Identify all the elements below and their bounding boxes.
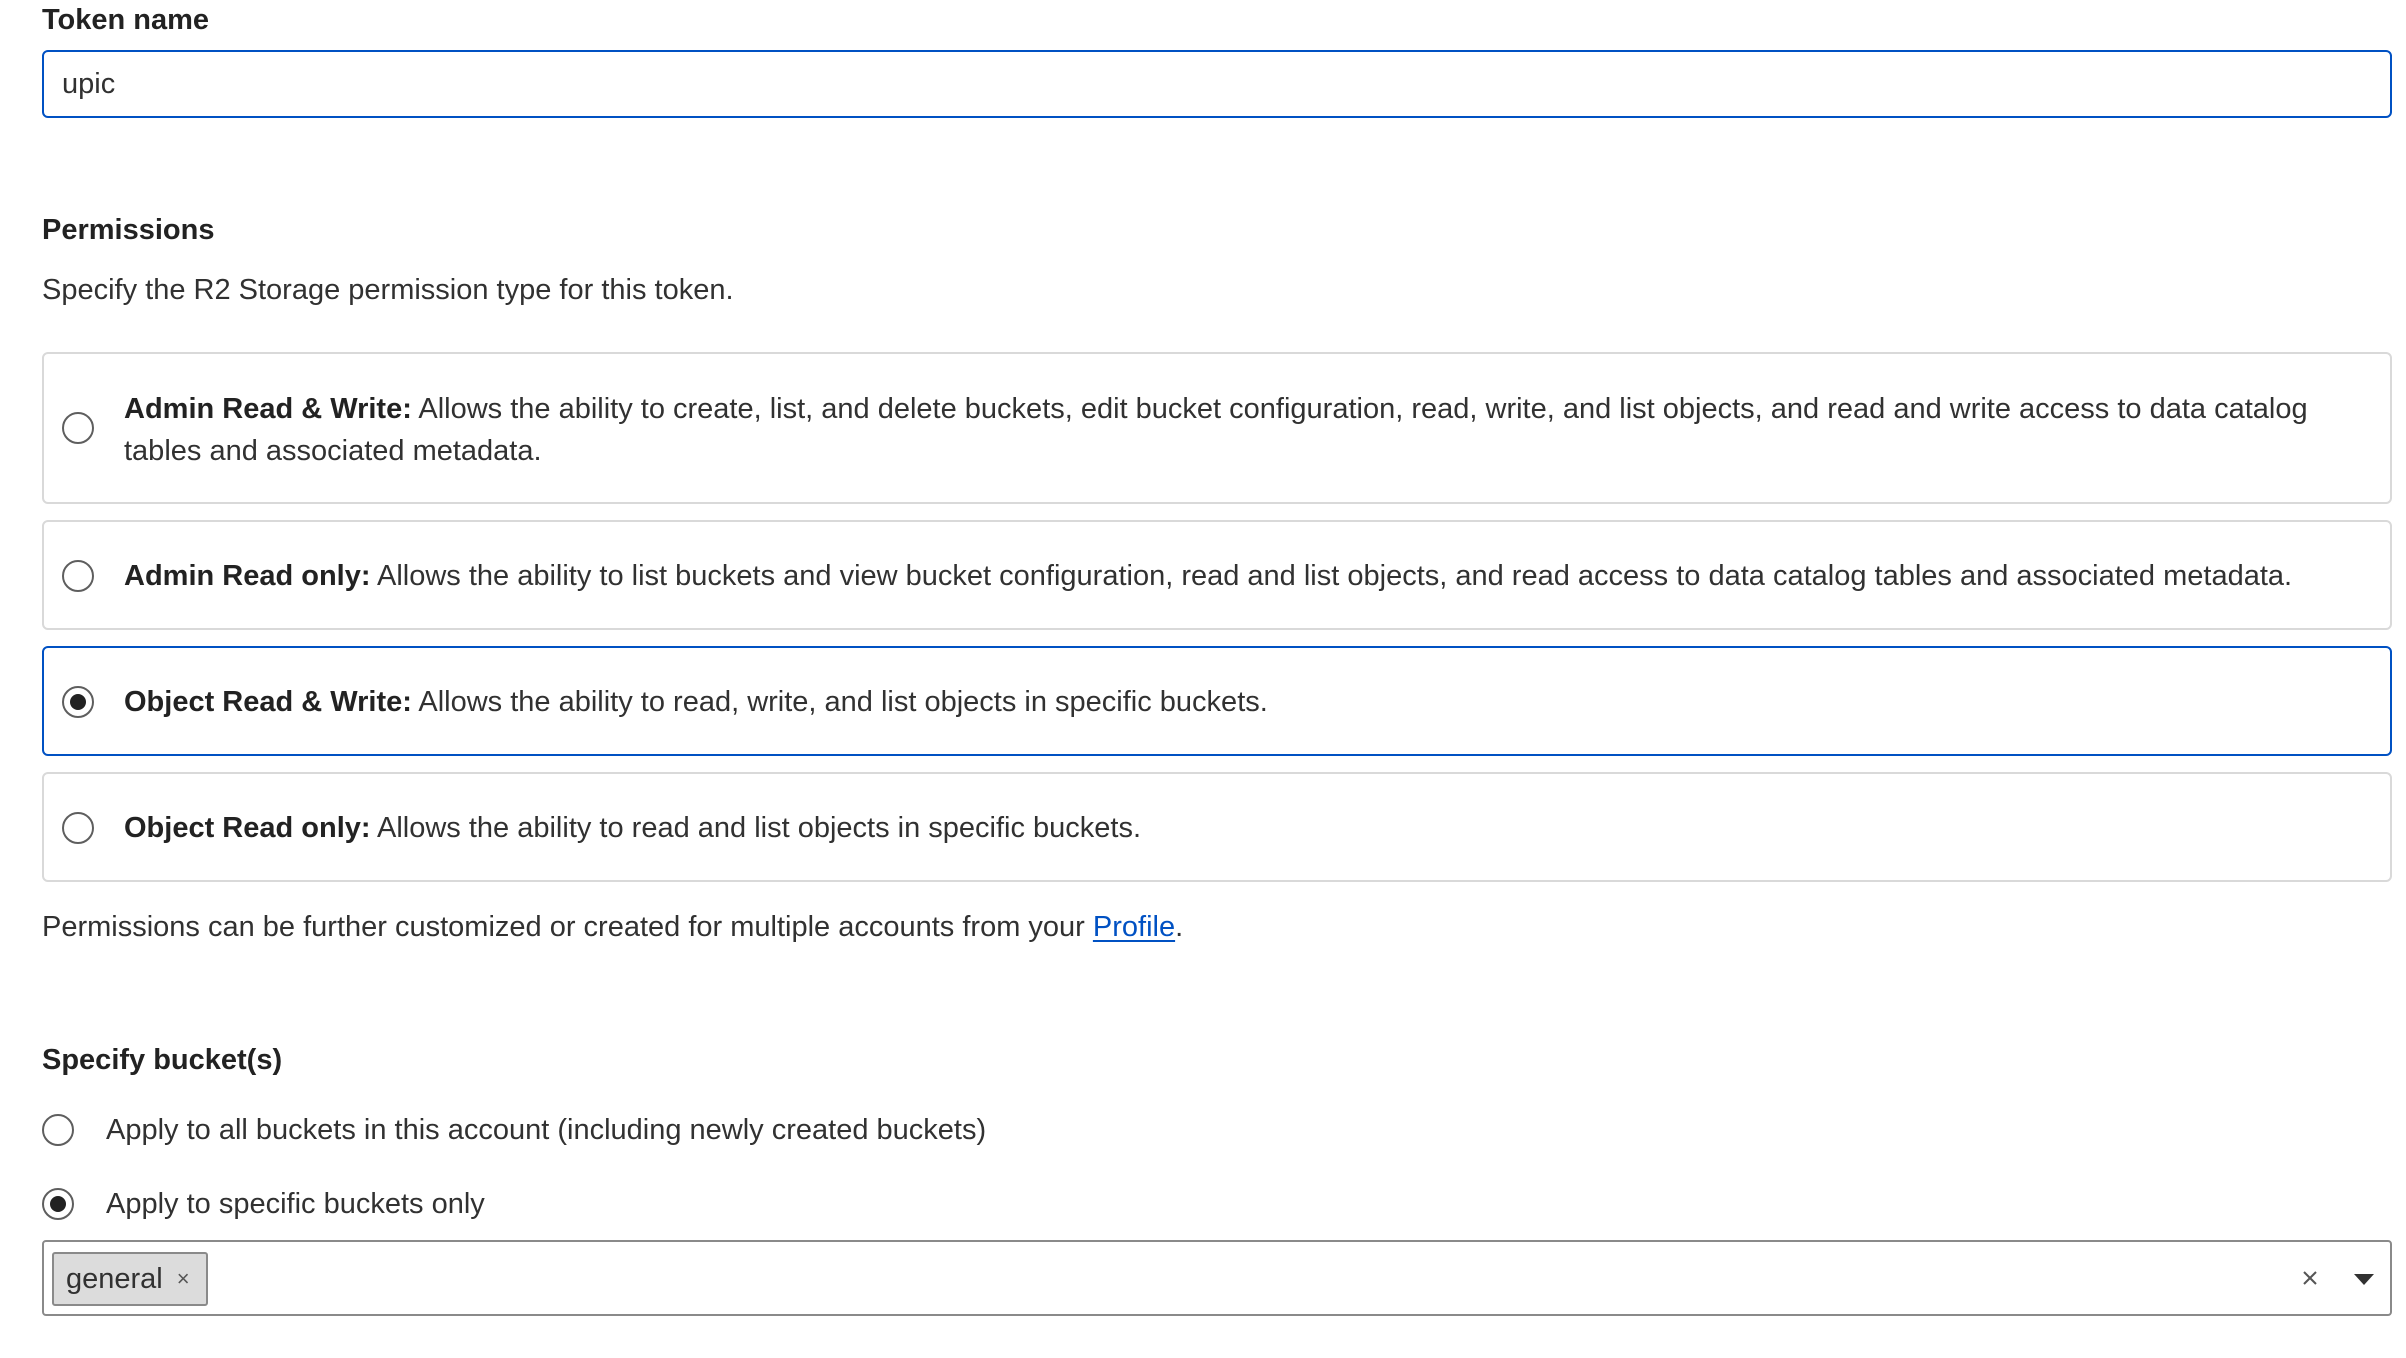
permission-option-description: Allows the ability to read, write, and list objects in specific buckets. — [411, 686, 1268, 718]
permission-option-title: Object Read & Write: — [124, 686, 412, 718]
specify-buckets-heading: Specify bucket(s) — [42, 1044, 283, 1076]
bucket-tag-label: general — [66, 1262, 163, 1295]
permission-option-object-read-only[interactable] — [42, 772, 2392, 882]
bucket-radio-all[interactable] — [42, 1114, 74, 1146]
bucket-radio-specific[interactable] — [42, 1188, 74, 1220]
permission-option-description: Allows the ability to list buckets and view bucket configuration, read and list objects, and read access to data catalog tables and associated metadata. — [370, 560, 2293, 592]
permission-option-object-read-write[interactable] — [42, 646, 2392, 756]
token-name-label: Token name — [42, 4, 210, 36]
permission-option-admin-read-write[interactable] — [42, 352, 2392, 504]
footnote-text: Permissions can be further customized or created for multiple accounts from your — [42, 911, 1093, 943]
close-icon[interactable] — [2296, 1264, 2324, 1292]
permission-option-title: Admin Read & Write: — [124, 393, 412, 425]
permissions-description: Specify the R2 Storage permission type for this token. — [42, 274, 734, 306]
permission-option-description: Allows the ability to read and list objects in specific buckets. — [370, 812, 1142, 844]
permission-option-title: Admin Read only: — [124, 560, 371, 592]
token-name-input[interactable] — [42, 50, 2392, 118]
permission-option-text — [124, 555, 2350, 597]
permission-radio-object-read-write[interactable] — [62, 686, 94, 718]
permission-radio-admin-read-write[interactable] — [62, 412, 94, 444]
footnote-period: . — [1175, 911, 1184, 943]
permission-option-text — [124, 388, 2350, 472]
permission-option-title: Object Read only: — [124, 812, 371, 844]
profile-link[interactable]: Profile — [1092, 911, 1176, 943]
bucket-choice-label: Apply to all buckets in this account (including newly created buckets) — [106, 1114, 987, 1146]
bucket-tag-general — [52, 1252, 208, 1306]
permission-radio-object-read-only[interactable] — [62, 812, 94, 844]
permission-option-admin-read-only[interactable] — [42, 520, 2392, 630]
permission-option-text — [124, 681, 2350, 723]
permission-radio-admin-read-only[interactable] — [62, 560, 94, 592]
chevron-down-icon[interactable] — [2354, 1274, 2374, 1285]
tag-remove-icon[interactable]: × — [176, 1266, 190, 1291]
permissions-heading: Permissions — [42, 214, 215, 246]
permissions-footnote — [42, 911, 1183, 944]
bucket-choice-label: Apply to specific buckets only — [106, 1188, 485, 1220]
bucket-multiselect[interactable] — [42, 1240, 2392, 1316]
permission-option-text — [124, 807, 2350, 849]
permission-option-description: Allows the ability to create, list, and delete buckets, edit bucket configuration, read, write, and list objects, and read and write access to data catalog tables and associated metadata. — [124, 393, 2308, 467]
